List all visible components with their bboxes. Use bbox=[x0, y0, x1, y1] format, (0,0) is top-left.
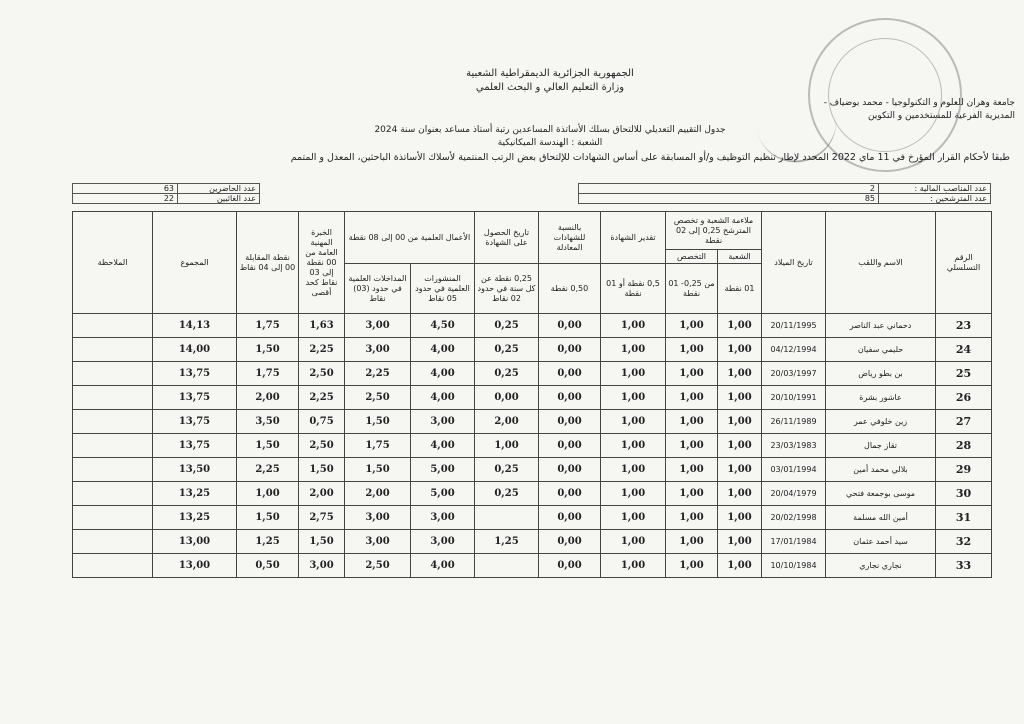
cell-total: 13,75 bbox=[153, 410, 237, 434]
cell-equiv: 0,00 bbox=[539, 314, 601, 338]
candidates-label: عدد المترشحين : bbox=[879, 194, 991, 204]
cell-serial: 29 bbox=[936, 458, 992, 482]
cell-experience: 2,00 bbox=[299, 482, 345, 506]
cell-equiv: 0,00 bbox=[539, 458, 601, 482]
cell-experience: 2,25 bbox=[299, 386, 345, 410]
cell-interview: 1,50 bbox=[237, 506, 299, 530]
cell-total: 14,00 bbox=[153, 338, 237, 362]
cell-interview: 1,50 bbox=[237, 434, 299, 458]
table-row bbox=[73, 338, 992, 362]
cell-total: 13,75 bbox=[153, 386, 237, 410]
cell-date: 0,25 bbox=[475, 482, 539, 506]
cell-serial: 25 bbox=[936, 362, 992, 386]
cell-dob: 26/11/1989 bbox=[762, 410, 826, 434]
cell-notes bbox=[73, 458, 153, 482]
cell-notes bbox=[73, 314, 153, 338]
cell-date bbox=[475, 554, 539, 578]
cell-publications: 5,00 bbox=[411, 482, 475, 506]
table-row bbox=[73, 458, 992, 482]
cell-notes bbox=[73, 530, 153, 554]
cell-grade: 1,00 bbox=[601, 314, 666, 338]
table-row bbox=[73, 506, 992, 530]
cell-dob: 04/12/1994 bbox=[762, 338, 826, 362]
col-works-group: الأعمال العلمية من 00 إلى 08 نقطة bbox=[345, 212, 475, 264]
cell-serial: 30 bbox=[936, 482, 992, 506]
cell-spec: 1,00 bbox=[666, 314, 718, 338]
legal-basis: طبقا لأحكام القرار المؤرخ في 11 ماي 2022 المحدد لإطار تنظيم التوظيف و/أو المسابقة على أساس الشهادات للإلتحاق بعض الرتب المنتمية لأسلاك الأساتذة الباحثين، المعدل و المتمم bbox=[290, 152, 1010, 163]
cell-branch: 1,00 bbox=[718, 482, 762, 506]
cell-total: 13,25 bbox=[153, 506, 237, 530]
cell-notes bbox=[73, 434, 153, 458]
cell-communications: 2,25 bbox=[345, 362, 411, 386]
cell-date: 0,00 bbox=[475, 386, 539, 410]
absent-value: 22 bbox=[73, 194, 178, 204]
cell-total: 13,50 bbox=[153, 458, 237, 482]
cell-serial: 32 bbox=[936, 530, 992, 554]
cell-total: 14,13 bbox=[153, 314, 237, 338]
col-interview: نقطة المقابلة 00 إلى 04 نقاط bbox=[237, 212, 299, 314]
cell-notes bbox=[73, 338, 153, 362]
cell-interview: 1,50 bbox=[237, 338, 299, 362]
cell-equiv: 0,00 bbox=[539, 554, 601, 578]
cell-equiv: 0,00 bbox=[539, 362, 601, 386]
cell-serial: 27 bbox=[936, 410, 992, 434]
cell-serial: 31 bbox=[936, 506, 992, 530]
col-communications: المداخلات العلمية في حدود (03) نقاط bbox=[345, 264, 411, 314]
cell-name: حليمي سفيان bbox=[826, 338, 936, 362]
cell-branch: 1,00 bbox=[718, 434, 762, 458]
candidates-value: 85 bbox=[579, 194, 879, 204]
cell-spec: 1,00 bbox=[666, 362, 718, 386]
cell-dob: 20/10/1991 bbox=[762, 386, 826, 410]
cell-name: سيد أحمد عثمان bbox=[826, 530, 936, 554]
cell-name: بلالي محمد أمين bbox=[826, 458, 936, 482]
cell-publications: 4,50 bbox=[411, 314, 475, 338]
cell-communications: 2,00 bbox=[345, 482, 411, 506]
cell-date: 0,25 bbox=[475, 458, 539, 482]
directorate-name: المديرية الفرعية للمستخدمين و التكوين bbox=[868, 111, 1015, 121]
cell-publications: 4,00 bbox=[411, 434, 475, 458]
cell-total: 13,00 bbox=[153, 530, 237, 554]
table-row bbox=[73, 530, 992, 554]
university-name: جامعة وهران للعلوم و التكنولوجيا - محمد بوضياف - bbox=[823, 98, 1015, 108]
cell-serial: 26 bbox=[936, 386, 992, 410]
table-row bbox=[73, 434, 992, 458]
cell-communications: 1,75 bbox=[345, 434, 411, 458]
col-grade-points: 0,5 نقطة أو 01 نقطة bbox=[601, 264, 666, 314]
col-serial: الرقم التسلسلي bbox=[936, 212, 992, 314]
cell-notes bbox=[73, 362, 153, 386]
col-fit-group: ملاءمة الشعبة و تخصص المترشح 0,25 إلى 02 نقطة bbox=[666, 212, 762, 250]
cell-grade: 1,00 bbox=[601, 434, 666, 458]
republic-heading: الجمهورية الجزائرية الديمقراطية الشعبية bbox=[466, 68, 634, 79]
cell-equiv: 0,00 bbox=[539, 338, 601, 362]
cell-serial: 23 bbox=[936, 314, 992, 338]
ministry-heading: وزارة التعليم العالي و البحث العلمي bbox=[475, 82, 625, 93]
cell-interview: 2,00 bbox=[237, 386, 299, 410]
cell-branch: 1,00 bbox=[718, 314, 762, 338]
evaluation-table bbox=[72, 211, 992, 578]
cell-name: بن بطو رياض bbox=[826, 362, 936, 386]
cell-grade: 1,00 bbox=[601, 458, 666, 482]
col-name: الاسم واللقب bbox=[826, 212, 936, 314]
cell-notes bbox=[73, 482, 153, 506]
col-date-points: 0,25 نقطة عن كل سنة في حدود 02 نقاط bbox=[475, 264, 539, 314]
present-value: 63 bbox=[73, 184, 178, 194]
cell-date: 0,25 bbox=[475, 338, 539, 362]
table-row bbox=[73, 314, 992, 338]
cell-equiv: 0,00 bbox=[539, 506, 601, 530]
absent-label: عدد الغائبين bbox=[178, 194, 260, 204]
col-date-obtained: تاريخ الحصول على الشهادة bbox=[475, 212, 539, 264]
cell-equiv: 0,00 bbox=[539, 482, 601, 506]
cell-interview: 3,50 bbox=[237, 410, 299, 434]
cell-total: 13,00 bbox=[153, 554, 237, 578]
cell-grade: 1,00 bbox=[601, 506, 666, 530]
cell-publications: 4,00 bbox=[411, 386, 475, 410]
cell-grade: 1,00 bbox=[601, 410, 666, 434]
cell-date: 2,00 bbox=[475, 410, 539, 434]
cell-experience: 0,75 bbox=[299, 410, 345, 434]
cell-serial: 33 bbox=[936, 554, 992, 578]
cell-publications: 4,00 bbox=[411, 554, 475, 578]
col-spec-points: من 0,25- 01 نقطة bbox=[666, 264, 718, 314]
posts-value: 2 bbox=[579, 184, 879, 194]
cell-publications: 3,00 bbox=[411, 410, 475, 434]
col-equiv-points: 0,50 نقطة bbox=[539, 264, 601, 314]
branch-line: الشعبة : الهندسة الميكانيكية bbox=[497, 138, 603, 148]
col-publications: المنشورات العلمية في حدود 05 نقاط bbox=[411, 264, 475, 314]
cell-communications: 3,00 bbox=[345, 530, 411, 554]
cell-branch: 1,00 bbox=[718, 530, 762, 554]
cell-spec: 1,00 bbox=[666, 482, 718, 506]
cell-spec: 1,00 bbox=[666, 434, 718, 458]
table-row bbox=[73, 386, 992, 410]
cell-publications: 4,00 bbox=[411, 362, 475, 386]
posts-info-box bbox=[578, 183, 991, 204]
cell-dob: 10/10/1984 bbox=[762, 554, 826, 578]
cell-interview: 0,50 bbox=[237, 554, 299, 578]
cell-spec: 1,00 bbox=[666, 338, 718, 362]
cell-publications: 4,00 bbox=[411, 338, 475, 362]
cell-name: دحماني عبد الناصر bbox=[826, 314, 936, 338]
cell-branch: 1,00 bbox=[718, 506, 762, 530]
table-row bbox=[73, 482, 992, 506]
cell-dob: 20/03/1997 bbox=[762, 362, 826, 386]
cell-dob: 20/11/1995 bbox=[762, 314, 826, 338]
cell-spec: 1,00 bbox=[666, 410, 718, 434]
cell-grade: 1,00 bbox=[601, 386, 666, 410]
cell-branch: 1,00 bbox=[718, 410, 762, 434]
cell-branch: 1,00 bbox=[718, 362, 762, 386]
col-total: المجموع bbox=[153, 212, 237, 314]
cell-notes bbox=[73, 554, 153, 578]
cell-grade: 1,00 bbox=[601, 362, 666, 386]
cell-equiv: 0,00 bbox=[539, 386, 601, 410]
col-experience: الخبرة المهنية العامة من 00 نقطة إلى 03 نقاط كحد أقصى bbox=[299, 212, 345, 314]
cell-experience: 1,50 bbox=[299, 458, 345, 482]
cell-serial: 28 bbox=[936, 434, 992, 458]
cell-date: 0,25 bbox=[475, 362, 539, 386]
attendance-info-box bbox=[72, 183, 260, 204]
cell-spec: 1,00 bbox=[666, 458, 718, 482]
cell-notes bbox=[73, 506, 153, 530]
cell-experience: 2,25 bbox=[299, 338, 345, 362]
cell-date bbox=[475, 506, 539, 530]
cell-publications: 5,00 bbox=[411, 458, 475, 482]
document-title: جدول التقييم التعديلي للالتحاق بسلك الأساتذة المساعدين رتبة أستاذ مساعد بعنوان سنة 2024 bbox=[374, 125, 726, 135]
cell-communications: 2,50 bbox=[345, 386, 411, 410]
col-branch-points: 01 نقطة bbox=[718, 264, 762, 314]
cell-interview: 1,00 bbox=[237, 482, 299, 506]
cell-interview: 1,25 bbox=[237, 530, 299, 554]
cell-experience: 2,50 bbox=[299, 362, 345, 386]
cell-branch: 1,00 bbox=[718, 386, 762, 410]
cell-dob: 03/01/1994 bbox=[762, 458, 826, 482]
cell-publications: 3,00 bbox=[411, 530, 475, 554]
cell-dob: 20/02/1998 bbox=[762, 506, 826, 530]
cell-branch: 1,00 bbox=[718, 554, 762, 578]
cell-name: عاشور بشرة bbox=[826, 386, 936, 410]
cell-communications: 3,00 bbox=[345, 506, 411, 530]
cell-experience: 1,63 bbox=[299, 314, 345, 338]
cell-serial: 24 bbox=[936, 338, 992, 362]
cell-experience: 3,00 bbox=[299, 554, 345, 578]
cell-grade: 1,00 bbox=[601, 338, 666, 362]
cell-total: 13,25 bbox=[153, 482, 237, 506]
col-grade: تقدير الشهادة bbox=[601, 212, 666, 264]
cell-experience: 2,50 bbox=[299, 434, 345, 458]
cell-publications: 3,00 bbox=[411, 506, 475, 530]
cell-dob: 23/03/1983 bbox=[762, 434, 826, 458]
cell-communications: 2,50 bbox=[345, 554, 411, 578]
cell-communications: 3,00 bbox=[345, 314, 411, 338]
cell-experience: 2,75 bbox=[299, 506, 345, 530]
cell-spec: 1,00 bbox=[666, 530, 718, 554]
cell-name: زين خلوفي عمر bbox=[826, 410, 936, 434]
cell-dob: 20/04/1979 bbox=[762, 482, 826, 506]
cell-interview: 2,25 bbox=[237, 458, 299, 482]
cell-spec: 1,00 bbox=[666, 386, 718, 410]
present-label: عدد الحاضرين bbox=[178, 184, 260, 194]
cell-interview: 1,75 bbox=[237, 314, 299, 338]
cell-notes bbox=[73, 410, 153, 434]
col-notes: الملاحظة bbox=[73, 212, 153, 314]
posts-label: عدد المناصب المالية : bbox=[879, 184, 991, 194]
cell-communications: 3,00 bbox=[345, 338, 411, 362]
cell-name: تقاز جمال bbox=[826, 434, 936, 458]
cell-spec: 1,00 bbox=[666, 506, 718, 530]
cell-date: 1,00 bbox=[475, 434, 539, 458]
cell-grade: 1,00 bbox=[601, 482, 666, 506]
cell-branch: 1,00 bbox=[718, 338, 762, 362]
cell-date: 0,25 bbox=[475, 314, 539, 338]
table-row bbox=[73, 362, 992, 386]
col-branch-sub: الشعبة bbox=[718, 250, 762, 264]
cell-equiv: 0,00 bbox=[539, 410, 601, 434]
cell-grade: 1,00 bbox=[601, 554, 666, 578]
col-spec-sub: التخصص bbox=[666, 250, 718, 264]
official-seal bbox=[808, 18, 962, 172]
cell-total: 13,75 bbox=[153, 434, 237, 458]
cell-grade: 1,00 bbox=[601, 530, 666, 554]
cell-name: موسى بوجمعة فتحي bbox=[826, 482, 936, 506]
cell-communications: 1,50 bbox=[345, 410, 411, 434]
cell-interview: 1,75 bbox=[237, 362, 299, 386]
cell-spec: 1,00 bbox=[666, 554, 718, 578]
cell-notes bbox=[73, 386, 153, 410]
table-row bbox=[73, 554, 992, 578]
cell-name: أمين الله مسلمة bbox=[826, 506, 936, 530]
cell-date: 1,25 bbox=[475, 530, 539, 554]
cell-dob: 17/01/1984 bbox=[762, 530, 826, 554]
cell-branch: 1,00 bbox=[718, 458, 762, 482]
cell-communications: 1,50 bbox=[345, 458, 411, 482]
cell-experience: 1,50 bbox=[299, 530, 345, 554]
table-row bbox=[73, 410, 992, 434]
cell-equiv: 0,00 bbox=[539, 434, 601, 458]
cell-equiv: 0,00 bbox=[539, 530, 601, 554]
cell-name: نجاري نجاري bbox=[826, 554, 936, 578]
cell-total: 13,75 bbox=[153, 362, 237, 386]
col-equiv: بالنسبة للشهادات المعادلة bbox=[539, 212, 601, 264]
col-dob: تاريخ الميلاد bbox=[762, 212, 826, 314]
